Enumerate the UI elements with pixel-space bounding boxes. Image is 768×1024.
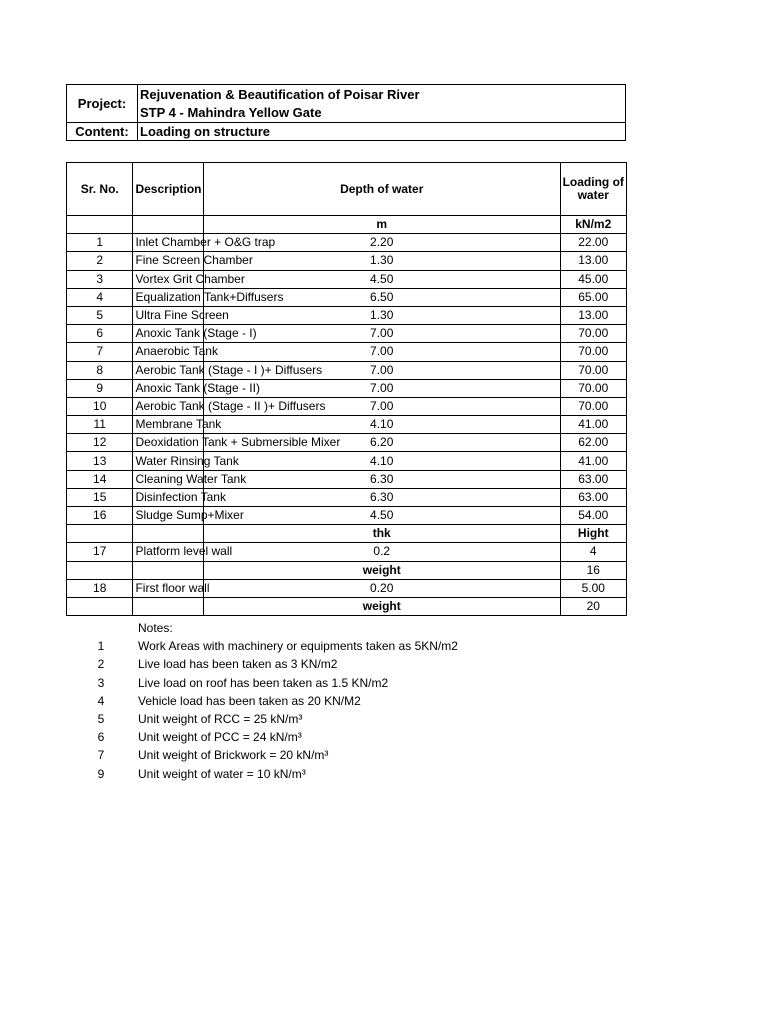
- cell-description: Platform level wall: [133, 543, 204, 561]
- cell-loading: 62.00: [560, 434, 627, 452]
- cell-description: Disinfection Tank: [133, 488, 204, 506]
- cell-sr: 9: [67, 379, 133, 397]
- notes-list: [66, 637, 626, 783]
- cell-description: Fine Screen Chamber: [133, 252, 204, 270]
- cell-description: Aerobic Tank (Stage - I )+ Diffusers: [133, 361, 204, 379]
- note-number: 4: [97, 693, 105, 708]
- cell-sr: 14: [67, 470, 133, 488]
- cell-sr: 7: [67, 343, 133, 361]
- table-row: [67, 361, 627, 379]
- table-row: [67, 397, 627, 415]
- cell-loading: 70.00: [560, 325, 627, 343]
- cell-loading: 70.00: [560, 379, 627, 397]
- note-number: 6: [97, 730, 105, 745]
- table-header-row: [67, 163, 627, 216]
- cell-depth: 7.00: [203, 343, 560, 361]
- table-row: [67, 379, 627, 397]
- cell-sr: 18: [67, 579, 133, 597]
- note-number: 5: [97, 711, 105, 726]
- note-text: Live load on roof has been taken as 1.5 KN/m2: [138, 675, 389, 690]
- wall-weight-row-1: [67, 561, 627, 579]
- cell-description: First floor wall: [133, 579, 204, 597]
- cell-depth: 1.30: [203, 306, 560, 324]
- cell-description: Membrane Tank: [133, 416, 204, 434]
- note-text: Unit weight of PCC = 24 kN/m³: [138, 730, 302, 745]
- cell-description: Vortex Grit Chamber: [133, 270, 204, 288]
- cell-loading: 70.00: [560, 361, 627, 379]
- cell-sr: 4: [67, 288, 133, 306]
- cell-depth: 4.10: [203, 452, 560, 470]
- note-item: [66, 765, 626, 783]
- project-value: [138, 85, 626, 123]
- notes-title: Notes:: [138, 621, 173, 635]
- note-text: Unit weight of RCC = 25 kN/m³: [138, 711, 303, 726]
- cell-loading: 41.00: [560, 416, 627, 434]
- content-label: Content:: [67, 123, 138, 141]
- cell-depth: 7.00: [203, 397, 560, 415]
- cell-depth: 4.50: [203, 507, 560, 525]
- cell-sr: 1: [67, 234, 133, 252]
- col-header-description: Description: [133, 163, 204, 216]
- cell-description: Water Rinsing Tank: [133, 452, 204, 470]
- note-item: [66, 710, 626, 728]
- note-item: [66, 692, 626, 710]
- col-header-depth: Depth of water: [203, 163, 560, 216]
- note-number: 7: [97, 748, 105, 763]
- cell-loading: 65.00: [560, 288, 627, 306]
- weight-value: 16: [560, 561, 627, 579]
- cell-depth: 6.30: [203, 470, 560, 488]
- cell-loading: 70.00: [560, 343, 627, 361]
- cell-depth: 0.2: [203, 543, 560, 561]
- cell-depth: 6.50: [203, 288, 560, 306]
- cell-sr: 17: [67, 543, 133, 561]
- table-row: [67, 416, 627, 434]
- wall-subheader-row-1: [67, 525, 627, 543]
- table-row: [67, 270, 627, 288]
- table-row: [67, 507, 627, 525]
- cell-sr: 2: [67, 252, 133, 270]
- note-text: Unit weight of Brickwork = 20 kN/m³: [138, 748, 329, 763]
- table-row: [67, 325, 627, 343]
- cell-depth: 7.00: [203, 361, 560, 379]
- cell-loading: 4: [560, 543, 627, 561]
- cell-loading: 13.00: [560, 306, 627, 324]
- cell-sr: 3: [67, 270, 133, 288]
- project-line-1: Rejuvenation & Beautification of Poisar River: [140, 86, 420, 102]
- cell-loading: 63.00: [560, 470, 627, 488]
- project-label: Project:: [67, 85, 138, 123]
- note-text: Unit weight of water = 10 kN/m³: [138, 766, 306, 781]
- table-row: [67, 470, 627, 488]
- cell-depth: 7.00: [203, 379, 560, 397]
- table-row: [67, 452, 627, 470]
- table-row: [67, 288, 627, 306]
- cell-depth: 7.00: [203, 325, 560, 343]
- project-line-2: STP 4 - Mahindra Yellow Gate: [140, 104, 322, 120]
- col-header-loading: Loading of water: [560, 163, 627, 216]
- table-row: [67, 579, 627, 597]
- table-row: [67, 488, 627, 506]
- note-text: Vehicle load has been taken as 20 KN/M2: [138, 693, 361, 708]
- cell-loading: 54.00: [560, 507, 627, 525]
- cell-loading: 63.00: [560, 488, 627, 506]
- weight-label: weight: [203, 597, 560, 615]
- weight-label: weight: [203, 561, 560, 579]
- note-number: 3: [97, 675, 105, 690]
- cell-depth: 6.20: [203, 434, 560, 452]
- cell-loading: 22.00: [560, 234, 627, 252]
- cell-depth: 4.50: [203, 270, 560, 288]
- unit-loading: kN/m2: [560, 216, 627, 234]
- note-item: [66, 637, 626, 655]
- cell-depth: 4.10: [203, 416, 560, 434]
- table-row: [67, 252, 627, 270]
- loading-table: [66, 162, 627, 616]
- cell-description: Equalization Tank+Diffusers: [133, 288, 204, 306]
- cell-loading: 41.00: [560, 452, 627, 470]
- cell-sr: 8: [67, 361, 133, 379]
- note-item: [66, 728, 626, 746]
- content-value: Loading on structure: [138, 123, 626, 141]
- cell-depth: 2.20: [203, 234, 560, 252]
- note-text: Live load has been taken as 3 KN/m2: [138, 657, 338, 672]
- subheader-thk: thk: [203, 525, 560, 543]
- cell-depth: 6.30: [203, 488, 560, 506]
- cell-depth: 1.30: [203, 252, 560, 270]
- project-header-box: [66, 84, 626, 141]
- cell-sr: 15: [67, 488, 133, 506]
- col-header-sr-no: Sr. No.: [67, 163, 133, 216]
- notes-section: [66, 619, 626, 783]
- table-body: [67, 234, 627, 525]
- cell-loading: 70.00: [560, 397, 627, 415]
- note-item: [66, 674, 626, 692]
- cell-description: Anoxic Tank (Stage - II): [133, 379, 204, 397]
- cell-sr: 12: [67, 434, 133, 452]
- unit-depth: m: [203, 216, 560, 234]
- note-item: [66, 746, 626, 764]
- cell-sr: 16: [67, 507, 133, 525]
- cell-sr: 11: [67, 416, 133, 434]
- note-item: [66, 655, 626, 673]
- cell-description: Deoxidation Tank + Submersible Mixer: [133, 434, 204, 452]
- cell-loading: 13.00: [560, 252, 627, 270]
- note-number: 9: [97, 766, 105, 781]
- table-row: [67, 343, 627, 361]
- cell-description: Cleaning Water Tank: [133, 470, 204, 488]
- cell-loading: 45.00: [560, 270, 627, 288]
- cell-depth: 0.20: [203, 579, 560, 597]
- cell-description: Ultra Fine Screen: [133, 306, 204, 324]
- cell-description: Sludge Sump+Mixer: [133, 507, 204, 525]
- note-number: 2: [97, 657, 105, 672]
- table-row: [67, 234, 627, 252]
- cell-description: Anaerobic Tank: [133, 343, 204, 361]
- cell-description: Anoxic Tank (Stage - I): [133, 325, 204, 343]
- table-row: [67, 543, 627, 561]
- cell-description: Inlet Chamber + O&G trap: [133, 234, 204, 252]
- cell-sr: 10: [67, 397, 133, 415]
- note-text: Work Areas with machinery or equipments taken as 5KN/m2: [138, 639, 458, 654]
- table-row: [67, 306, 627, 324]
- cell-sr: 5: [67, 306, 133, 324]
- wall-weight-row-2: [67, 597, 627, 615]
- weight-value: 20: [560, 597, 627, 615]
- cell-loading: 5.00: [560, 579, 627, 597]
- subheader-hight: Hight: [560, 525, 627, 543]
- cell-description: Aerobic Tank (Stage - II )+ Diffusers: [133, 397, 204, 415]
- units-row: [67, 216, 627, 234]
- note-number: 1: [97, 639, 105, 654]
- cell-sr: 13: [67, 452, 133, 470]
- table-row: [67, 434, 627, 452]
- cell-sr: 6: [67, 325, 133, 343]
